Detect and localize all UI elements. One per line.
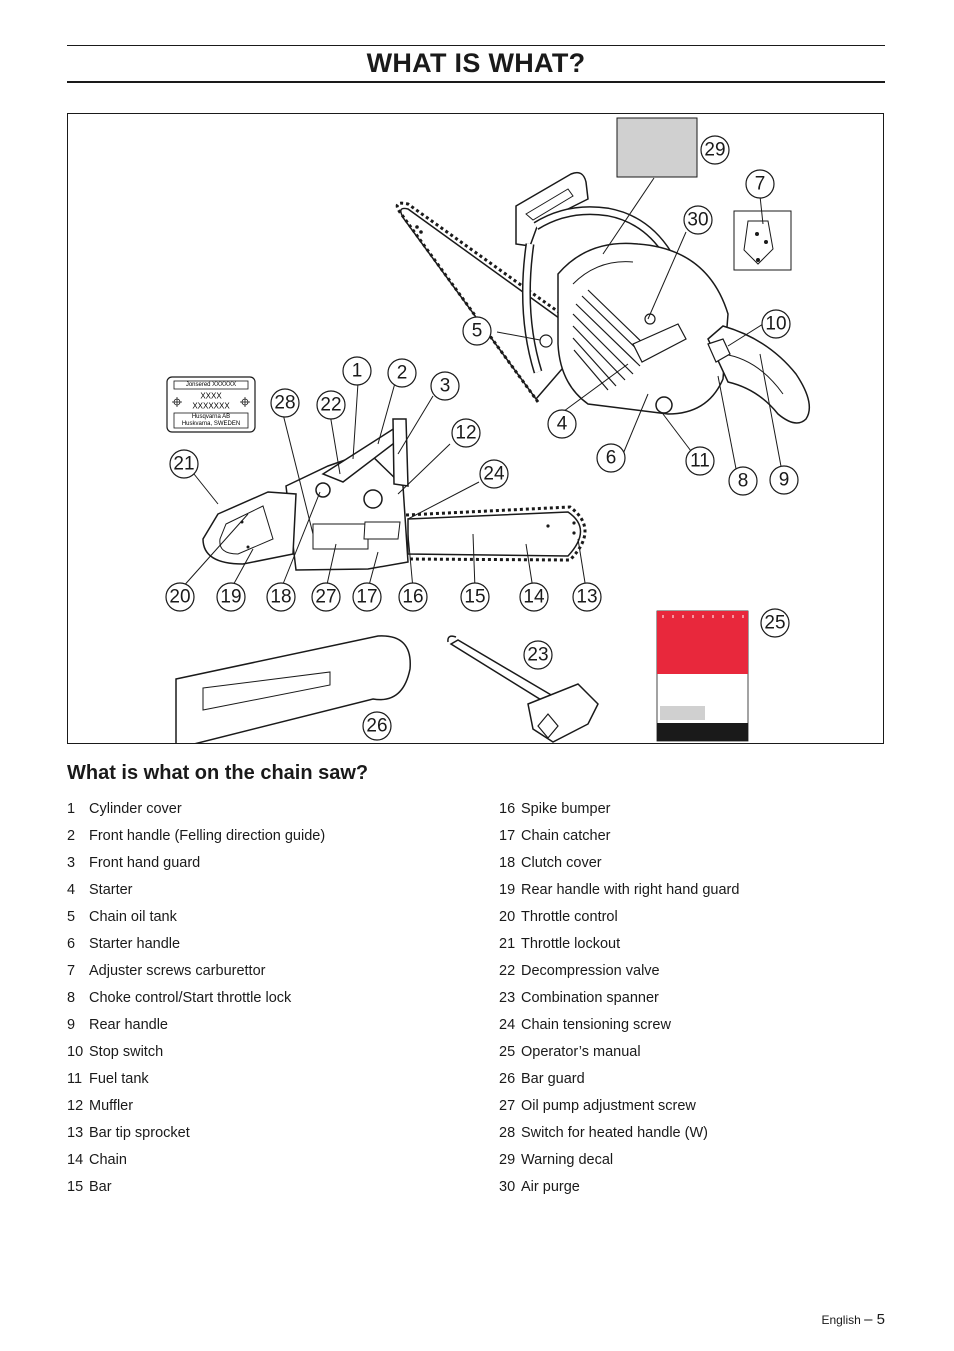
svg-text:22: 22 [320, 394, 342, 416]
list-item [499, 854, 739, 881]
svg-text:11: 11 [690, 450, 710, 472]
list-item [499, 1043, 739, 1070]
svg-text:29: 29 [704, 139, 726, 161]
svg-text:30: 30 [687, 209, 709, 231]
part-label: Rear handle [89, 1017, 168, 1033]
svg-text:5: 5 [471, 320, 483, 342]
svg-text:18: 18 [270, 586, 292, 608]
part-number: 2 [67, 828, 76, 844]
callout-22 [317, 391, 345, 419]
part-label: Chain catcher [521, 828, 611, 844]
part-number: 12 [67, 1098, 84, 1114]
svg-text:6: 6 [605, 447, 617, 469]
svg-text:13: 13 [576, 586, 598, 608]
svg-text:27: 27 [315, 586, 337, 608]
part-label: Combination spanner [521, 990, 659, 1006]
part-label: Bar tip sprocket [89, 1125, 190, 1141]
callout-17 [353, 583, 381, 611]
part-label: Chain tensioning screw [521, 1017, 671, 1033]
chainsaw-side-view [203, 419, 585, 570]
callout-21 [170, 450, 198, 478]
rating-plate-line1: Jonsered XXXXXX [185, 382, 237, 388]
svg-text:23: 23 [527, 644, 549, 666]
part-label: Air purge [521, 1179, 580, 1195]
list-item [67, 989, 325, 1016]
part-number: 5 [67, 909, 76, 925]
list-item [499, 1097, 739, 1124]
svg-text:1: 1 [351, 360, 363, 382]
callout-16 [399, 583, 427, 611]
part-label: Oil pump adjustment screw [521, 1098, 696, 1114]
part-number: 17 [499, 828, 516, 844]
callout-6 [597, 444, 625, 472]
part-number: 16 [499, 801, 516, 817]
illustration-canvas [68, 114, 884, 744]
part-number: 8 [67, 990, 76, 1006]
list-item [67, 1043, 325, 1070]
list-item [499, 989, 739, 1016]
part-number: 28 [499, 1125, 516, 1141]
rating-plate-line4: Husqvarna AB [191, 414, 231, 420]
callout-28 [271, 389, 299, 417]
list-item [67, 1016, 325, 1043]
part-label: Fuel tank [89, 1071, 149, 1087]
part-number: 19 [499, 882, 516, 898]
svg-text:10: 10 [765, 313, 787, 335]
part-number: 20 [499, 909, 516, 925]
svg-text:4: 4 [556, 413, 568, 435]
svg-text:19: 19 [220, 586, 242, 608]
callout-18 [267, 583, 295, 611]
list-item [67, 1124, 325, 1151]
header-rule-bottom [67, 81, 885, 83]
callout-15 [461, 583, 489, 611]
list-item [67, 1097, 325, 1124]
svg-text:26: 26 [366, 715, 388, 737]
list-item [499, 962, 739, 989]
part-label: Chain [89, 1152, 127, 1168]
rating-plate-line2: XXXX [200, 391, 222, 401]
part-number: 29 [499, 1152, 516, 1168]
list-item [499, 800, 739, 827]
svg-text:2: 2 [396, 362, 408, 384]
part-number: 13 [67, 1125, 84, 1141]
part-number: 9 [67, 1017, 76, 1033]
callout-24 [480, 460, 508, 488]
page-number: – 5 [864, 1311, 885, 1328]
list-item [67, 854, 325, 881]
callout-3 [431, 372, 459, 400]
part-number: 30 [499, 1179, 516, 1195]
part-number: 1 [67, 801, 76, 817]
list-item [67, 881, 325, 908]
part-number: 24 [499, 1017, 516, 1033]
list-item [67, 1178, 325, 1205]
callout-25 [761, 609, 789, 637]
list-item [67, 1070, 325, 1097]
part-label: Muffler [89, 1098, 134, 1114]
svg-text:20: 20 [169, 586, 191, 608]
parts-illustration [67, 113, 884, 744]
part-label: Front hand guard [89, 855, 201, 871]
warning-decal [617, 118, 697, 177]
part-label: Starter [89, 882, 133, 898]
svg-text:16: 16 [402, 586, 424, 608]
part-number: 25 [499, 1044, 516, 1060]
list-item [499, 908, 739, 935]
list-item [499, 935, 739, 962]
part-label: Operator’s manual [521, 1044, 641, 1060]
part-label: Chain oil tank [89, 909, 177, 925]
part-number: 15 [67, 1179, 84, 1195]
part-label: Adjuster screws carburettor [89, 963, 266, 979]
part-number: 11 [67, 1071, 83, 1087]
list-item [67, 827, 325, 854]
page-footer [821, 1311, 885, 1328]
callout-12 [452, 419, 480, 447]
part-label: Warning decal [521, 1152, 614, 1168]
svg-text:8: 8 [737, 470, 749, 492]
part-label: Starter handle [89, 936, 181, 952]
parts-list-left [67, 800, 325, 1205]
svg-text:28: 28 [274, 392, 296, 414]
part-number: 10 [67, 1044, 84, 1060]
part-label: Stop switch [89, 1044, 164, 1060]
part-number: 4 [67, 882, 76, 898]
callout-30 [684, 206, 712, 234]
part-label: Cylinder cover [89, 801, 182, 817]
callout-13 [573, 583, 601, 611]
part-label: Front handle (Felling direction guide) [89, 828, 326, 844]
list-item [499, 827, 739, 854]
callout-2 [388, 359, 416, 387]
part-label: Choke control/Start throttle lock [89, 990, 292, 1006]
manual-red-band [657, 611, 748, 674]
part-label: Clutch cover [521, 855, 602, 871]
list-item [67, 800, 325, 827]
callout-14 [520, 583, 548, 611]
callout-8 [729, 467, 757, 495]
callout-4 [548, 410, 576, 438]
combination-spanner [448, 636, 598, 742]
callout-7 [746, 170, 774, 198]
callout-29 [701, 136, 729, 164]
svg-text:14: 14 [523, 586, 545, 608]
svg-text:7: 7 [754, 173, 766, 195]
part-label: Bar [89, 1179, 112, 1195]
callout-19 [217, 583, 245, 611]
part-number: 3 [67, 855, 76, 871]
part-label: Spike bumper [521, 801, 611, 817]
page-title: WHAT IS WHAT? [366, 48, 586, 78]
svg-text:3: 3 [439, 375, 451, 397]
list-item [499, 1178, 739, 1205]
callout-1 [343, 357, 371, 385]
part-number: 6 [67, 936, 76, 952]
svg-text:25: 25 [764, 612, 786, 634]
list-item [499, 1151, 739, 1178]
operators-manual [657, 611, 748, 741]
svg-text:24: 24 [483, 463, 505, 485]
list-item [499, 1016, 739, 1043]
part-number: 22 [499, 963, 516, 979]
footer-language: English [821, 1313, 861, 1327]
callout-9 [770, 466, 798, 494]
list-item [67, 935, 325, 962]
section-heading: What is what on the chain saw? [67, 762, 369, 784]
svg-text:21: 21 [173, 453, 195, 475]
part-label: Bar guard [521, 1071, 585, 1087]
part-number: 26 [499, 1071, 516, 1087]
rating-plate [167, 377, 255, 432]
callout-11 [686, 447, 714, 475]
part-label: Throttle control [521, 909, 618, 925]
part-label: Decompression valve [521, 963, 660, 979]
callout-26 [363, 712, 391, 740]
list-item [67, 1151, 325, 1178]
list-item [499, 1124, 739, 1151]
header-rule-top [67, 45, 885, 46]
svg-text:15: 15 [464, 586, 486, 608]
svg-text:9: 9 [778, 469, 790, 491]
part-number: 23 [499, 990, 516, 1006]
part-label: Rear handle with right hand guard [521, 882, 740, 898]
part-label: Throttle lockout [521, 936, 621, 952]
callout-10 [762, 310, 790, 338]
part-label: Switch for heated handle (W) [521, 1125, 708, 1141]
list-item [499, 881, 739, 908]
part-number: 14 [67, 1152, 84, 1168]
callout-20 [166, 583, 194, 611]
callout-5 [463, 317, 491, 345]
list-item [67, 962, 325, 989]
callout-27 [312, 583, 340, 611]
parts-list-right [499, 800, 739, 1205]
part-number: 7 [67, 963, 76, 979]
list-item [499, 1070, 739, 1097]
svg-text:12: 12 [455, 422, 477, 444]
svg-text:17: 17 [356, 586, 378, 608]
part-number: 21 [499, 936, 516, 952]
list-item [67, 908, 325, 935]
rating-plate-line3: XXXXXXX [192, 401, 230, 411]
rating-plate-line5: Huskvarna, SWEDEN [181, 421, 241, 427]
callout-23 [524, 641, 552, 669]
part-number: 27 [499, 1098, 516, 1114]
part-number: 18 [499, 855, 516, 871]
